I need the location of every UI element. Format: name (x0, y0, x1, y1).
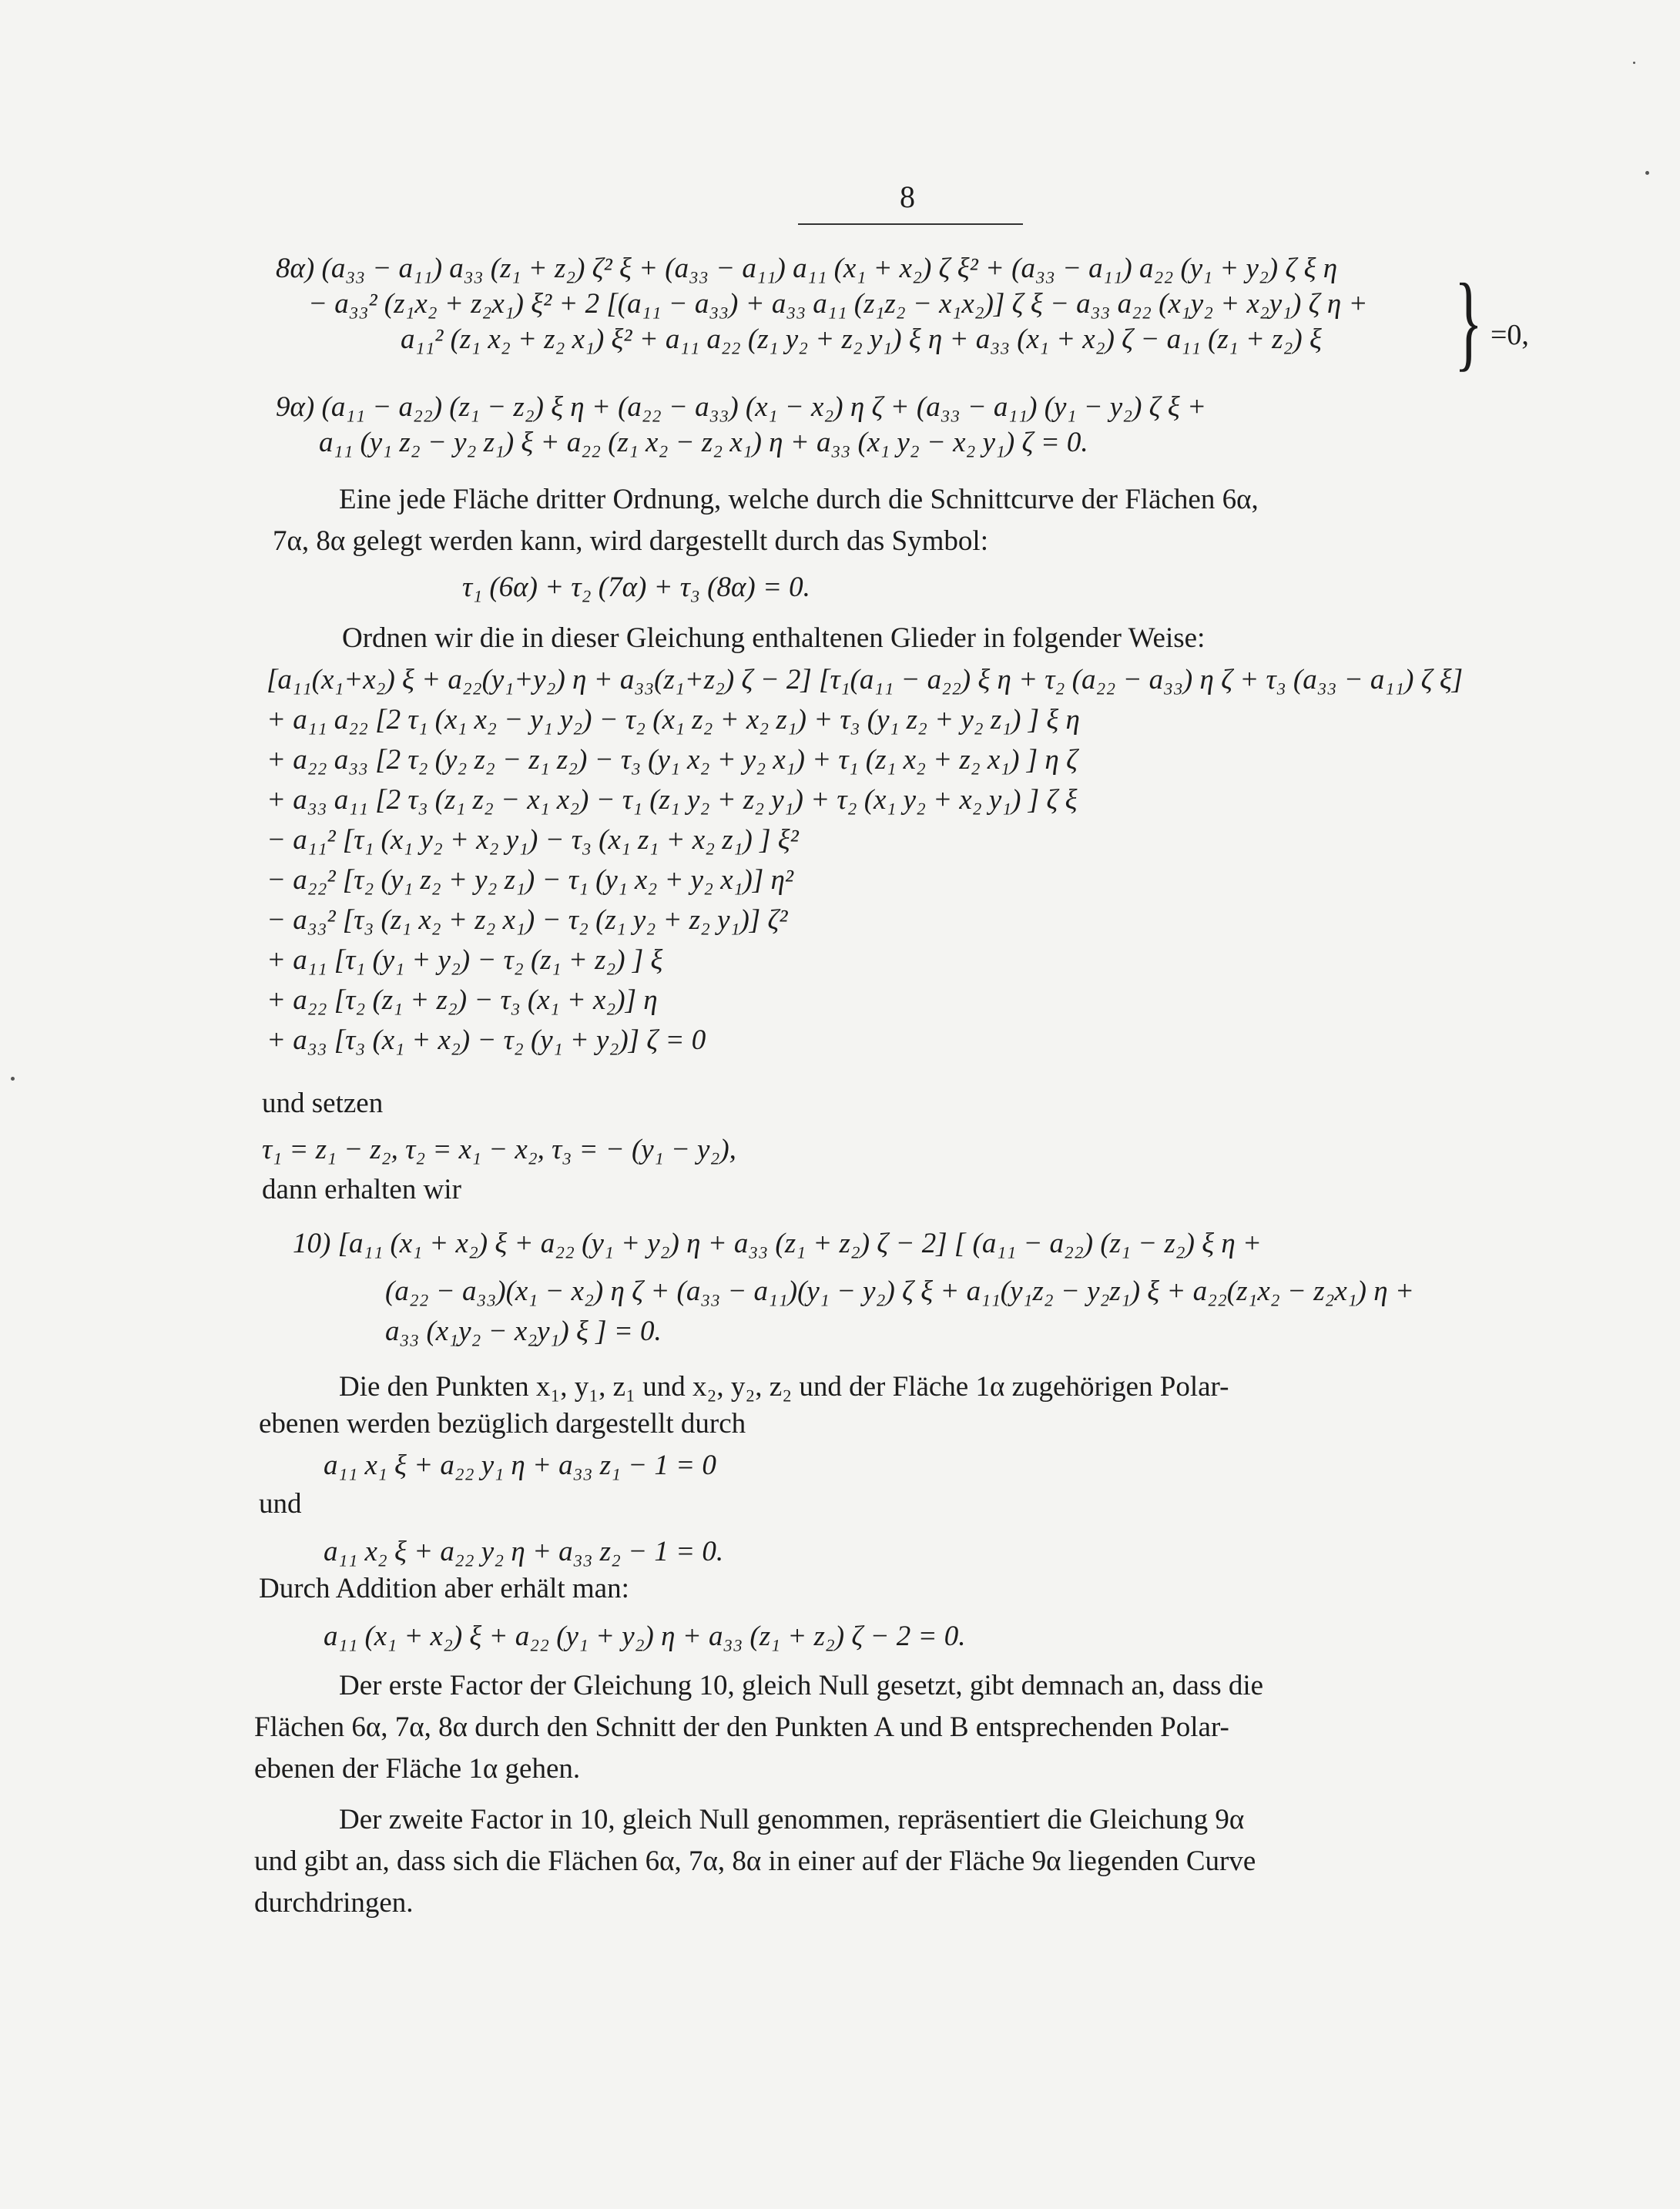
und-text: und (259, 1488, 302, 1520)
big-eq-line-9: + a₂₂ [τ₂ (z₁ + z₂) − τ₃ (x₁ + x₂)] η (267, 984, 658, 1016)
para5-text-2: und gibt an, dass sich die Flächen 6α, 7α, 8α in einer auf der Fläche 9α liegenden Curve (254, 1845, 1256, 1877)
tau-definition: τ₁ = z₁ − z₂, τ₂ = x₁ − x₂, τ₃ = − (y₁ − y₂), (262, 1134, 736, 1165)
eq8-line-1: 8α) (a₃₃ − a₁₁) a₃₃ (z₁ + z₂) ζ² ξ + (a₃₃ − a₁₁) a₁₁ (x₁ + x₂) ζ ξ² + (a₃₃ − a₁₁) a₂₂ (y₁ + y₂) ζ ξ η (276, 253, 1338, 284)
und-line (259, 1487, 302, 1522)
para5-line-2 (254, 1844, 1525, 1879)
eq8-line-2: − a₃₃² (z₁x₂ + z₂x₁) ξ² + 2 [(a₁₁ − a₃₃) + a₃₃ a₁₁ (z₁z₂ − x₁x₂)] ζ ξ − a₃₃ a₂₂ (x₁y₂ + x₂y₁) ζ η + (308, 288, 1368, 320)
para3-line-2 (259, 1406, 746, 1442)
header-rule (798, 223, 1023, 225)
para2-text: Ordnen wir die in dieser Gleichung enthaltenen Glieder in folgender Weise: (342, 622, 1206, 654)
und-setzen-text: und setzen (262, 1088, 384, 1119)
scan-speck (11, 1077, 15, 1081)
big-eq-line-5: − a₁₁² [τ₁ (x₁ y₂ + x₂ y₁) − τ₃ (x₁ z₁ + x₂ z₁) ] ξ² (267, 824, 799, 856)
para3-text-1: Die den Punkten x₁, y₁, z₁ und x₂, y₂, z₂ und der Fläche 1α zugehörigen Polar- (339, 1371, 1229, 1403)
para4-text-2: Flächen 6α, 7α, 8α durch den Schnitt der den Punkten A und B entsprechenden Polar- (254, 1711, 1229, 1743)
para3-text-2: ebenen werden bezüglich dargestellt durch (259, 1408, 746, 1440)
scan-speck (1645, 171, 1649, 175)
addition-text: Durch Addition aber erhält man: (259, 1573, 629, 1604)
big-eq-line-4: + a₃₃ a₁₁ [2 τ₃ (z₁ z₂ − x₁ x₂) − τ₁ (z₁ y₂ + z₂ y₁) + τ₂ (x₁ y₂ + x₂ y₁) ] ζ ξ (267, 784, 1078, 816)
dann-erhalten (262, 1172, 461, 1208)
para5-line-3 (254, 1886, 414, 1921)
para3-line-1 (339, 1369, 1541, 1405)
para5-line-1 (339, 1802, 1525, 1838)
para1-line-1 (339, 482, 1541, 518)
big-eq-line-1: [a₁₁(x₁+x₂) ξ + a₂₂(y₁+y₂) η + a₃₃(z₁+z₂) ζ − 2] [τ₁(a₁₁ − a₂₂) ξ η + τ₂ (a₂₂ − a₃₃) η ζ + τ₃ (a₃₃ − a₁₁) ζ ξ] (267, 664, 1464, 696)
eq9-line-1: 9α) (a₁₁ − a₂₂) (z₁ − z₂) ξ η + (a₂₂ − a₃₃) (x₁ − x₂) η ζ + (a₃₃ − a₁₁) (y₁ − y₂) ζ ξ + (276, 391, 1206, 423)
para1-line-2 (273, 524, 988, 559)
para5-text-1: Der zweite Factor in 10, gleich Null genommen, repräsentiert die Gleichung 9α (339, 1804, 1245, 1835)
big-eq-line-2: + a₁₁ a₂₂ [2 τ₁ (x₁ x₂ − y₁ y₂) − τ₂ (x₁ z₂ + x₂ z₁) + τ₃ (y₁ z₂ + y₂ z₁) ] ξ η (267, 704, 1080, 736)
big-eq-line-8: + a₁₁ [τ₁ (y₁ + y₂) − τ₂ (z₁ + z₂) ] ξ (267, 944, 663, 976)
para2-line (342, 621, 1205, 656)
page-number: 8 (900, 179, 915, 214)
para5-text-3: durchdringen. (254, 1887, 414, 1919)
eq10-line-2: (a₂₂ − a₃₃)(x₁ − x₂) η ζ + (a₃₃ − a₁₁)(y₁ − y₂) ζ ξ + a₁₁(y₁z₂ − y₂z₁) ξ + a₂₂(z₁x₂ − z₂x₁) η + (385, 1275, 1414, 1307)
eq8-line-3: a₁₁² (z₁ x₂ + z₂ x₁) ξ² + a₁₁ a₂₂ (z₁ y₂ + z₂ y₁) ξ η + a₃₃ (x₁ + x₂) ζ − a₁₁ (z₁ + z₂) ξ (401, 323, 1322, 355)
big-eq-line-7: − a₃₃² [τ₃ (z₁ x₂ + z₂ x₁) − τ₂ (z₁ y₂ + z₂ y₁)] ζ² (267, 904, 788, 936)
para4-text-3: ebenen der Fläche 1α gehen. (254, 1753, 581, 1785)
para1-text-1: Eine jede Fläche dritter Ordnung, welche durch die Schnittcurve der Flächen 6α, (339, 484, 1259, 515)
para4-line-3 (254, 1751, 580, 1787)
sum-equation: a₁₁ (x₁ + x₂) ξ + a₂₂ (y₁ + y₂) η + a₃₃ (z₁ + z₂) ζ − 2 = 0. (324, 1621, 966, 1652)
dann-text: dann erhalten wir (262, 1174, 461, 1205)
eq9-line-2: a₁₁ (y₁ z₂ − y₂ z₁) ξ + a₂₂ (z₁ x₂ − z₂ x₁) η + a₃₃ (x₁ y₂ − x₂ y₁) ζ = 0. (319, 427, 1088, 458)
para4-line-1 (339, 1668, 1525, 1704)
para4-text-1: Der erste Factor der Gleichung 10, gleich Null gesetzt, gibt demnach an, dass die (339, 1670, 1264, 1701)
eq8-brace: } (1454, 262, 1483, 381)
addition-line (259, 1571, 629, 1607)
big-eq-line-3: + a₂₂ a₃₃ [2 τ₂ (y₂ z₂ − z₁ z₂) − τ₃ (y₁ x₂ + y₂ x₁) + τ₁ (z₁ x₂ + z₂ x₁) ] η ζ (267, 744, 1078, 776)
und-setzen (262, 1086, 383, 1121)
eq8-rhs: =0, (1491, 319, 1529, 351)
eq10-line-3: a₃₃ (x₁y₂ − x₂y₁) ξ ] = 0. (385, 1316, 662, 1347)
symbol-equation: τ₁ (6α) + τ₂ (7α) + τ₃ (8α) = 0. (462, 572, 810, 603)
eq10-line-1: 10) [a₁₁ (x₁ + x₂) ξ + a₂₂ (y₁ + y₂) η + a₃₃ (z₁ + z₂) ζ − 2] [ (a₁₁ − a₂₂) (z₁ − z₂) ξ η + (293, 1228, 1262, 1259)
polar-plane-2: a₁₁ x₂ ξ + a₂₂ y₂ η + a₃₃ z₂ − 1 = 0. (324, 1536, 724, 1567)
polar-plane-1: a₁₁ x₁ ξ + a₂₂ y₁ η + a₃₃ z₁ − 1 = 0 (324, 1450, 716, 1481)
scan-speck (1633, 62, 1635, 64)
para4-line-2 (254, 1710, 1525, 1745)
big-eq-line-6: − a₂₂² [τ₂ (y₁ z₂ + y₂ z₁) − τ₁ (y₁ x₂ + y₂ x₁)] η² (267, 864, 793, 896)
para1-text-2: 7α, 8α gelegt werden kann, wird dargestellt durch das Symbol: (273, 525, 988, 557)
big-eq-line-10: + a₃₃ [τ₃ (x₁ + x₂) − τ₂ (y₁ + y₂)] ζ = 0 (267, 1024, 706, 1056)
